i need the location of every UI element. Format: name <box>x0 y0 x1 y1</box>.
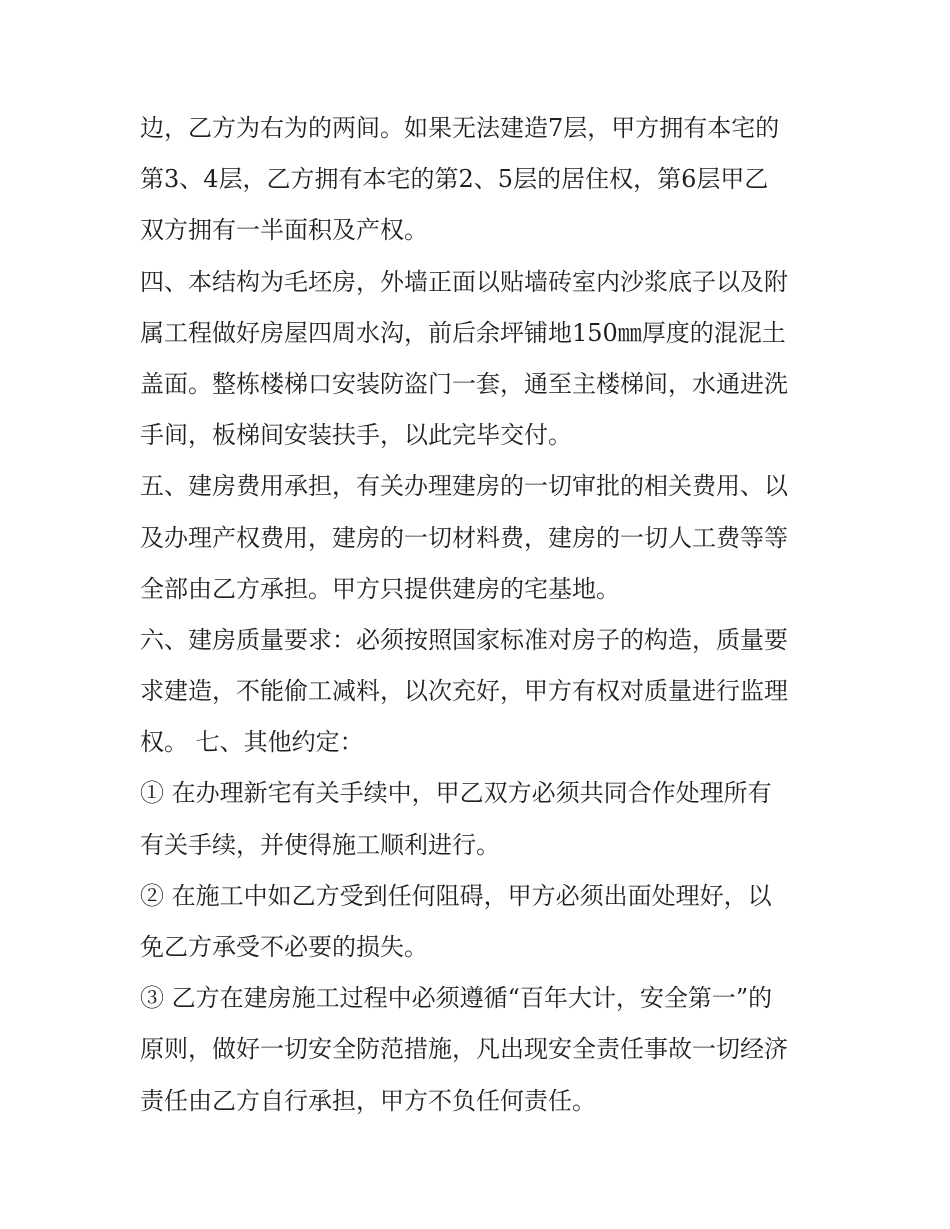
text-line: 责任由乙方自行承担，甲方不负任何责任。 <box>140 1086 596 1115</box>
text-line: 第3、4层，乙方拥有本宅的第2、5层的居住权，第6层甲乙 <box>140 165 769 194</box>
text-line: 有关手续，并使得施工顺利进行。 <box>140 830 500 859</box>
text-line: 属工程做好房屋四周水沟，前后余坪铺地150㎜厚度的混泥土 <box>140 318 786 347</box>
text-line: 手间，板梯间安装扶手，以此完毕交付。 <box>140 421 572 450</box>
text-line: 四、本结构为毛坯房，外墙正面以贴墙砖室内沙浆底子以及附 <box>140 267 788 296</box>
text-line: 五、建房费用承担，有关办理建房的一切审批的相关费用、以 <box>140 472 788 501</box>
text-line: 六、建房质量要求：必须按照国家标准对房子的构造，质量要 <box>140 625 788 654</box>
text-line: 求建造，不能偷工减料，以次充好，甲方有权对质量进行监理 <box>140 677 788 706</box>
text-line: ③ 乙方在建房施工过程中必须遵循“百年大计，安全第一”的 <box>140 984 773 1013</box>
text-line: 边，乙方为右为的两间。如果无法建造7层，甲方拥有本宅的 <box>140 114 780 142</box>
text-line: ① 在办理新宅有关手续中，甲乙双方必须共同合作处理所有 <box>140 779 772 808</box>
text-line: 权。 七、其他约定： <box>140 728 364 757</box>
text-line: 免乙方承受不必要的损失。 <box>140 933 428 961</box>
text-line: 盖面。整栋楼梯口安装防盗门一套，通至主楼梯间，水通进洗 <box>140 369 788 398</box>
text-line: 全部由乙方承担。甲方只提供建房的宅基地。 <box>140 574 620 603</box>
text-line: 双方拥有一半面积及产权。 <box>140 216 428 245</box>
text-line: 原则，做好一切安全防范措施，凡出现安全责任事故一切经济 <box>140 1035 788 1064</box>
document-body <box>140 103 820 1127</box>
text-line: 及办理产权费用，建房的一切材料费，建房的一切人工费等等 <box>140 523 788 552</box>
text-line: ② 在施工中如乙方受到任何阻碍，甲方必须出面处理好，以 <box>140 881 772 910</box>
